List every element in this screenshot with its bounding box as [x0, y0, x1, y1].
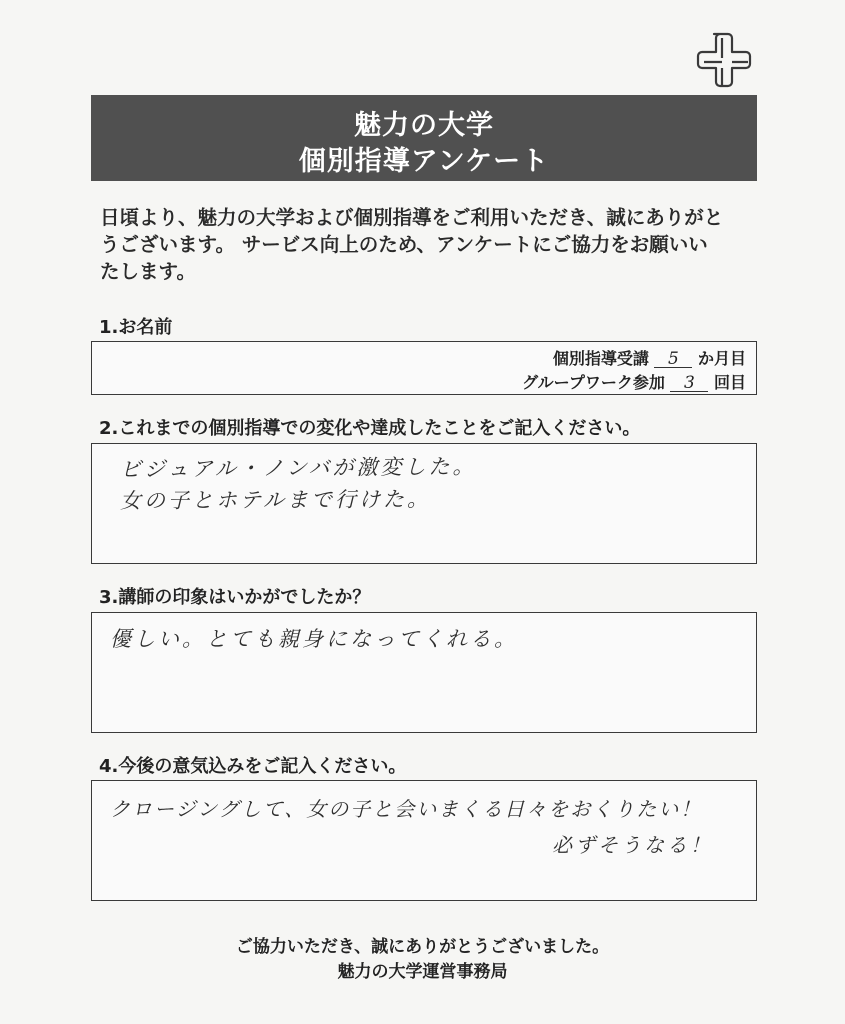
intro-line: うございます。 サービス向上のため、アンケートにご協力をお願いい	[100, 233, 708, 256]
title-line-2: 個別指導アンケート	[298, 146, 550, 177]
group-suffix: 回目	[713, 373, 746, 392]
lesson-month-line	[553, 346, 746, 369]
title-line-1: 魅力の大学	[354, 110, 494, 141]
plus-logo-icon	[692, 30, 756, 94]
footer-thanks: ご協力いただき、誠にありがとうございました。	[235, 937, 610, 957]
intro-text	[100, 204, 760, 285]
group-work-value[interactable]: 3	[670, 375, 708, 392]
q4-answer-line-1: クロージングして、女の子と会いまくる日々をおくりたい！	[110, 797, 703, 821]
group-prefix: グループワーク参加	[522, 373, 665, 392]
title-banner	[91, 95, 757, 181]
q4-answer-box[interactable]	[91, 780, 757, 901]
group-work-line	[522, 370, 746, 393]
q1-label: 1.お名前	[99, 317, 173, 338]
name-field[interactable]	[91, 341, 757, 395]
lesson-month-value[interactable]: 5	[654, 351, 692, 368]
footer-office: 魅力の大学運営事務局	[337, 962, 508, 982]
intro-line: たします。	[100, 260, 196, 283]
intro-line: 日頃より、魅力の大学および個別指導をご利用いただき、誠にありがと	[100, 206, 724, 229]
q2-label: 2.これまでの個別指導での変化や達成したことをご記入ください。	[99, 418, 641, 439]
q3-answer-line-1: 優しい。とても親身になってくれる。	[110, 627, 518, 651]
q3-label: 3.講師の印象はいかがでしたか？	[99, 587, 371, 608]
q4-answer-line-2: 必ずそうなる！	[552, 833, 713, 857]
q2-answer-line-2: 女の子とホテルまで行けた。	[119, 487, 432, 513]
q2-answer-box[interactable]	[91, 443, 757, 564]
lesson-prefix: 個別指導受講	[552, 349, 649, 368]
q3-answer-box[interactable]	[91, 612, 757, 733]
q4-label: 4.今後の意気込みをご記入ください。	[99, 756, 407, 777]
q2-answer-line-1: ビジュアル・ノンバが激変した。	[119, 454, 477, 482]
lesson-suffix: か月目	[697, 349, 746, 368]
